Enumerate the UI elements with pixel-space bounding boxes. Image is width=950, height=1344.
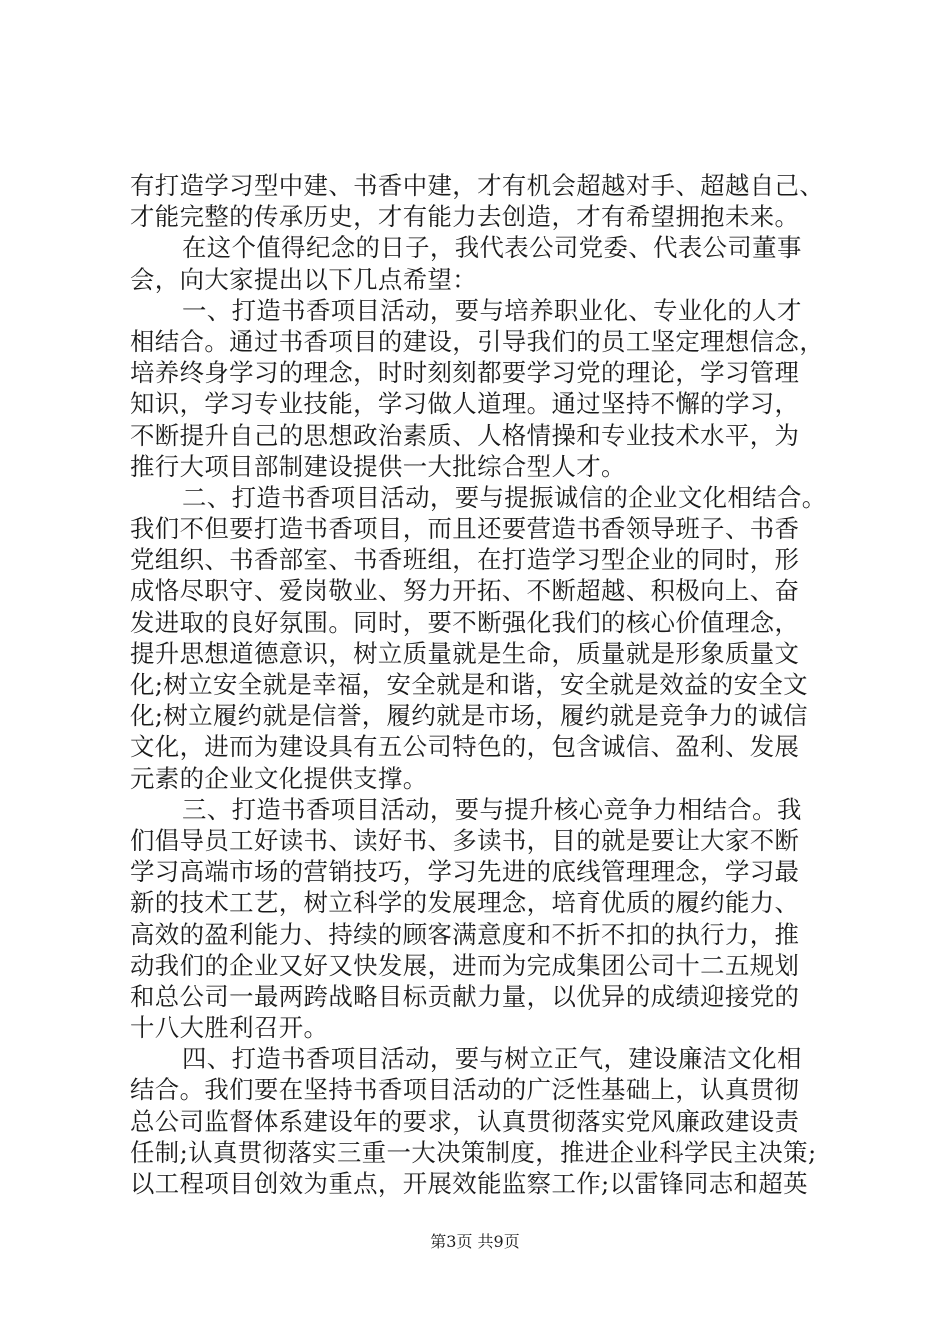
text-line: 会，向大家提出以下几点希望： [130,264,478,294]
text-line: 党组织、书香部室、书香班组，在打造学习型企业的同时，形 [130,545,800,575]
text-line: 有打造学习型中建、书香中建，才有机会超越对手、超越自己、 [130,171,825,200]
text-line: 二、打造书香项目活动，要与提振诚信的企业文化相结合。 [182,482,827,512]
text-line: 结合。我们要在坚持书香项目活动的广泛性基础上，认真贯彻 [130,1075,800,1105]
text-line: 相结合。通过书香项目的建设，引导我们的员工坚定理想信念， [130,326,825,356]
text-line: 推行大项目部制建设提供一大批综合型人才。 [130,451,626,481]
text-line: 化;树立安全就是幸福，安全就是和谐，安全就是效益的安全文 [130,670,808,699]
text-line: 总公司监督体系建设年的要求，认真贯彻落实党风廉政建设责 [130,1106,800,1136]
text-line: 动我们的企业又好又快发展，进而为完成集团公司十二五规划 [130,950,800,980]
text-line: 才能完整的传承历史，才有能力去创造，才有希望拥抱未来。 [130,202,800,232]
text-line: 和总公司一最两跨战略目标贡献力量，以优异的成绩迎接党的 [130,981,800,1011]
text-line: 任制;认真贯彻落实三重一大决策制度，推进企业科学民主决策; [130,1137,817,1167]
text-line: 们倡导员工好读书、读好书、多读书，目的就是要让大家不断 [130,825,800,855]
text-line: 知识，学习专业技能，学习做人道理。通过坚持不懈的学习， [130,389,800,419]
text-line: 新的技术工艺，树立科学的发展理念，培育优质的履约能力、 [130,888,800,918]
text-line: 我们不但要打造书香项目，而且还要营造书香领导班子、书香 [130,514,800,544]
text-line: 三、打造书香项目活动，要与提升核心竞争力相结合。我 [182,794,802,824]
text-line: 四、打造书香项目活动，要与树立正气，建设廉洁文化相 [182,1044,802,1074]
page-footer: 第3页 共9页 [430,1232,520,1251]
text-line: 在这个值得纪念的日子，我代表公司党委、代表公司董事 [182,233,802,263]
text-line: 文化，进而为建设具有五公司特色的，包含诚信、盈利、发展 [130,732,800,762]
text-line: 化;树立履约就是信誉，履约就是市场，履约就是竞争力的诚信 [130,701,808,731]
text-line: 培养终身学习的理念，时时刻刻都要学习党的理论，学习管理 [130,358,800,388]
text-line: 高效的盈利能力、持续的顾客满意度和不折不扣的执行力，推 [130,919,800,949]
document-body [130,170,830,1199]
text-line: 十八大胜利召开。 [130,1013,329,1043]
text-line: 成恪尽职守、爱岗敬业、努力开拓、不断超越、积极向上、奋 [130,576,800,606]
text-line: 一、打造书香项目活动，要与培养职业化、专业化的人才 [182,295,802,325]
text-line: 提升思想道德意识，树立质量就是生命，质量就是形象质量文 [130,638,800,668]
text-line: 元素的企业文化提供支撑。 [130,763,428,793]
text-line: 学习高端市场的营销技巧，学习先进的底线管理理念，学习最 [130,857,800,887]
text-line: 不断提升自己的思想政治素质、人格情操和专业技术水平，为 [130,420,800,450]
text-line: 发进取的良好氛围。同时，要不断强化我们的核心价值理念， [130,607,800,637]
text-line: 以工程项目创效为重点，开展效能监察工作;以雷锋同志和超英 [130,1169,808,1198]
